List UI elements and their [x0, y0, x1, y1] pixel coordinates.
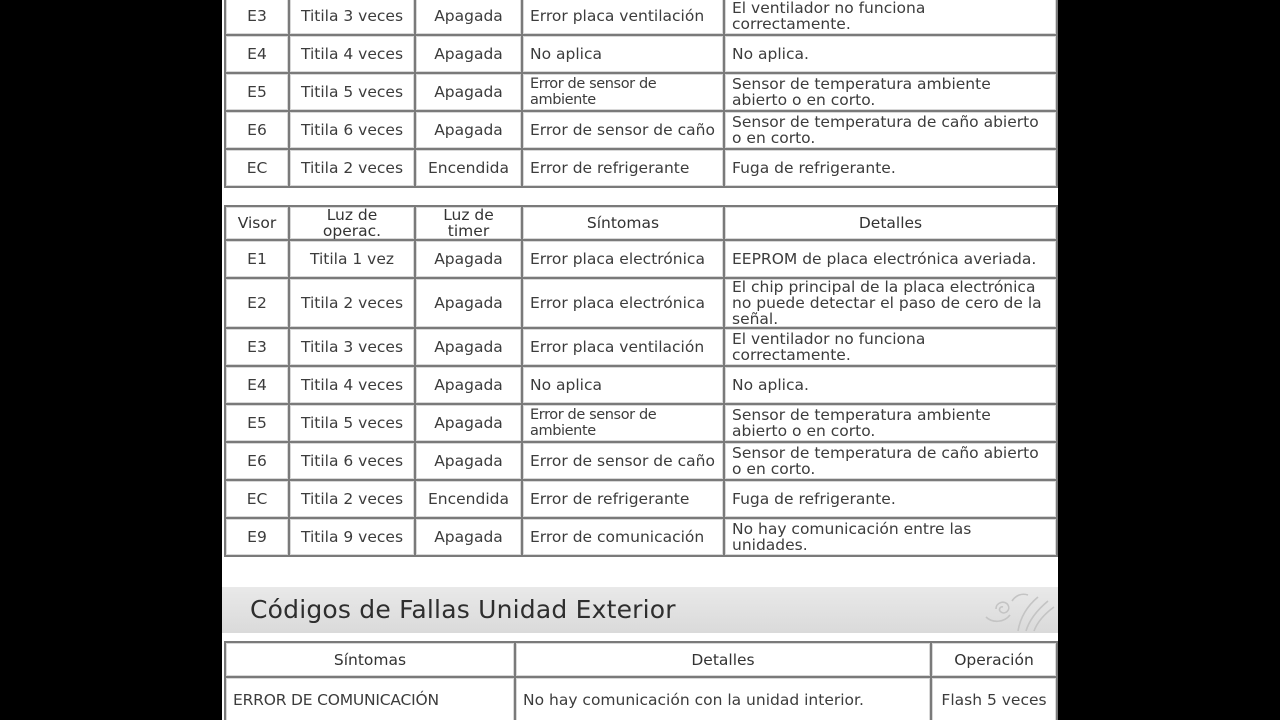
cell-luz-timer: Apagada [415, 35, 522, 73]
table-row [225, 442, 1057, 480]
header-sintomas: Síntomas [225, 642, 515, 677]
cell-detalles: El ventilador no funciona correctamente. [724, 0, 1057, 35]
header-operacion: Operación [931, 642, 1057, 677]
cell-visor: E9 [225, 518, 289, 556]
cell-luz-timer: Apagada [415, 328, 522, 366]
cell-sintomas: Error placa ventilación [522, 0, 724, 35]
section-header-band [222, 587, 1058, 633]
header-sintomas: Síntomas [522, 206, 724, 240]
cell-luz-timer: Apagada [415, 111, 522, 149]
cell-visor: E6 [225, 111, 289, 149]
cell-luz-operac: Titila 6 veces [289, 111, 415, 149]
cell-luz-timer: Apagada [415, 404, 522, 442]
cell-luz-operac: Titila 4 veces [289, 35, 415, 73]
table-row [225, 111, 1057, 149]
table-row [225, 0, 1057, 35]
cell-detalles: Sensor de temperatura de caño abierto o en corto. [724, 442, 1057, 480]
cell-luz-operac: Titila 4 veces [289, 366, 415, 404]
table-row [225, 677, 1057, 720]
cell-detalles: No hay comunicación con la unidad interior. [515, 677, 931, 720]
header-detalles: Detalles [724, 206, 1057, 240]
cell-detalles: EEPROM de placa electrónica averiada. [724, 240, 1057, 278]
outdoor-fault-table [224, 641, 1058, 720]
table-row [225, 404, 1057, 442]
cell-sintomas: Error de sensor de ambiente [522, 73, 724, 111]
table-row [225, 240, 1057, 278]
cell-sintomas: Error placa ventilación [522, 328, 724, 366]
header-visor: Visor [225, 206, 289, 240]
cell-visor: E1 [225, 240, 289, 278]
cell-luz-timer: Apagada [415, 278, 522, 328]
header-luz-timer: Luz de timer [415, 206, 522, 240]
cell-luz-timer: Apagada [415, 73, 522, 111]
cell-visor: E4 [225, 366, 289, 404]
cell-luz-operac: Titila 2 veces [289, 278, 415, 328]
cell-luz-operac: Titila 5 veces [289, 404, 415, 442]
cell-luz-timer: Encendida [415, 480, 522, 518]
cell-detalles: Fuga de refrigerante. [724, 149, 1057, 187]
decorative-swirl-icon [966, 587, 1058, 633]
header-luz-operac: Luz de operac. [289, 206, 415, 240]
table-row [225, 149, 1057, 187]
cell-luz-operac: Titila 6 veces [289, 442, 415, 480]
cell-luz-operac: Titila 2 veces [289, 480, 415, 518]
table-header-row [225, 642, 1057, 677]
cell-sintomas: No aplica [522, 35, 724, 73]
cell-sintomas: ERROR DE COMUNICACIÓN [225, 677, 515, 720]
cell-visor: EC [225, 480, 289, 518]
indoor-fault-table-continued [224, 0, 1058, 188]
table-row [225, 328, 1057, 366]
cell-sintomas: Error de refrigerante [522, 480, 724, 518]
cell-luz-timer: Apagada [415, 366, 522, 404]
table-row [225, 278, 1057, 328]
cell-luz-operac: Titila 3 veces [289, 328, 415, 366]
cell-detalles: El ventilador no funciona correctamente. [724, 328, 1057, 366]
cell-visor: E5 [225, 73, 289, 111]
cell-visor: EC [225, 149, 289, 187]
cell-luz-operac: Titila 9 veces [289, 518, 415, 556]
cell-luz-timer: Apagada [415, 442, 522, 480]
cell-luz-operac: Titila 3 veces [289, 0, 415, 35]
table-row [225, 480, 1057, 518]
header-detalles: Detalles [515, 642, 931, 677]
table-row [225, 366, 1057, 404]
cell-visor: E2 [225, 278, 289, 328]
document-page [222, 0, 1058, 720]
cell-luz-operac: Titila 2 veces [289, 149, 415, 187]
cell-sintomas: Error placa electrónica [522, 278, 724, 328]
cell-sintomas: Error de comunicación [522, 518, 724, 556]
table-row [225, 73, 1057, 111]
cell-visor: E3 [225, 328, 289, 366]
cell-detalles: No hay comunicación entre las unidades. [724, 518, 1057, 556]
cell-detalles: Sensor de temperatura ambiente abierto o en corto. [724, 404, 1057, 442]
cell-visor: E6 [225, 442, 289, 480]
table-header-row [225, 206, 1057, 240]
indoor-fault-table [224, 205, 1058, 557]
cell-detalles: Fuga de refrigerante. [724, 480, 1057, 518]
cell-sintomas: Error de sensor de caño [522, 442, 724, 480]
cell-luz-timer: Encendida [415, 149, 522, 187]
cell-detalles: El chip principal de la placa electrónica no puede detectar el paso de cero de la señal. [724, 278, 1057, 328]
cell-luz-timer: Apagada [415, 240, 522, 278]
cell-sintomas: Error de sensor de caño [522, 111, 724, 149]
cell-sintomas: Error de refrigerante [522, 149, 724, 187]
cell-detalles: No aplica. [724, 366, 1057, 404]
cell-luz-operac: Titila 5 veces [289, 73, 415, 111]
table-row [225, 35, 1057, 73]
cell-detalles: No aplica. [724, 35, 1057, 73]
cell-luz-operac: Titila 1 vez [289, 240, 415, 278]
cell-detalles: Sensor de temperatura de caño abierto o en corto. [724, 111, 1057, 149]
cell-luz-timer: Apagada [415, 518, 522, 556]
section-title: Códigos de Fallas Unidad Exterior [250, 595, 676, 624]
cell-sintomas: Error de sensor de ambiente [522, 404, 724, 442]
table-row [225, 518, 1057, 556]
cell-sintomas: No aplica [522, 366, 724, 404]
cell-visor: E5 [225, 404, 289, 442]
cell-luz-timer: Apagada [415, 0, 522, 35]
cell-visor: E3 [225, 0, 289, 35]
cell-sintomas: Error placa electrónica [522, 240, 724, 278]
cell-visor: E4 [225, 35, 289, 73]
cell-detalles: Sensor de temperatura ambiente abierto o en corto. [724, 73, 1057, 111]
cell-operacion: Flash 5 veces [931, 677, 1057, 720]
